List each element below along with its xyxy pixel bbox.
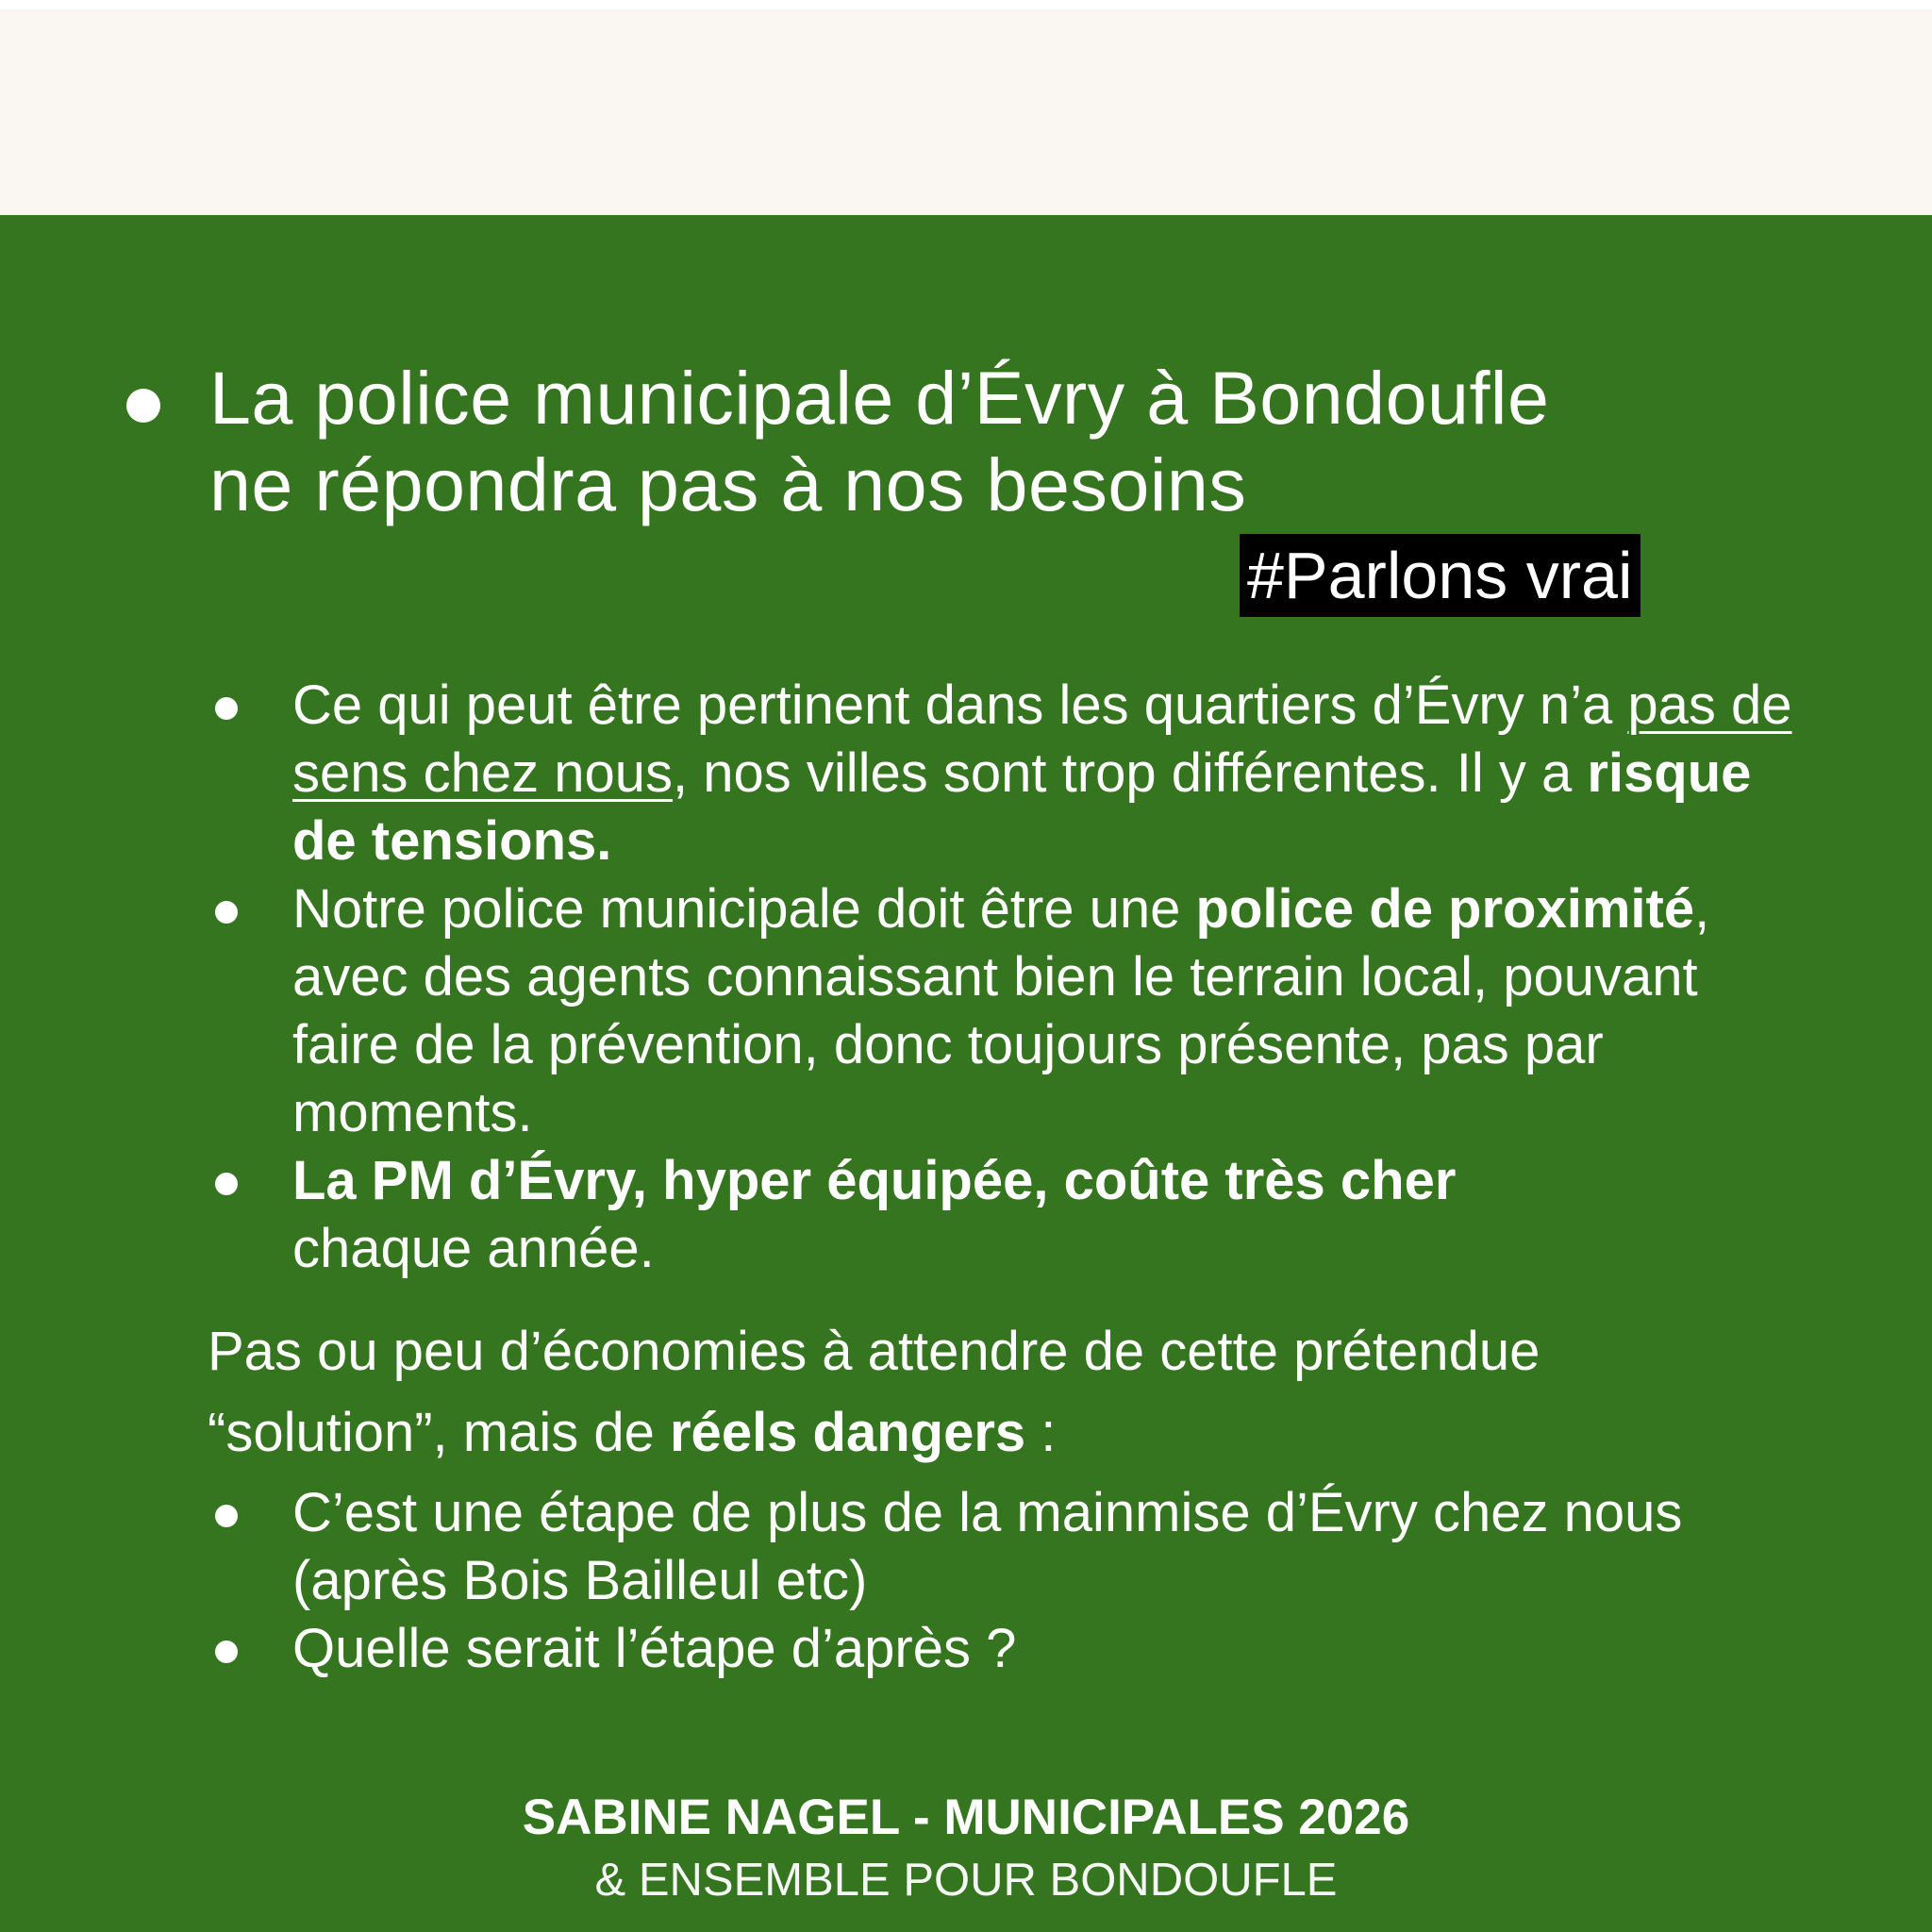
danger-list: [292, 1479, 1802, 1683]
item-bold-text: police de proximité: [1195, 878, 1695, 940]
item-underlined-text: pas de sens chez nous: [292, 675, 1792, 804]
headline-line-1: La police municipale d’Évry à Bondoufle: [209, 356, 1550, 440]
item-text: Quelle serait l’étape d’après ?: [292, 1618, 1017, 1679]
item-text: , nos villes sont trop différentes. Il y a: [673, 742, 1588, 804]
bullet-icon: [215, 1641, 238, 1663]
item-text: , avec des agents connaissant bien le terrain local, pouvant faire de la prévention, donc toujours présente, pas par moments.: [292, 878, 1710, 1143]
paragraph-text: Pas ou peu d’économies à attendre de cette prétendue “solution”, mais de: [208, 1321, 1541, 1463]
argument-list: [292, 672, 1802, 1283]
item-text: Ce qui peut être pertinent dans les quartiers d’Évry n’a: [292, 675, 1628, 736]
list-item: [292, 1479, 1802, 1615]
content-panel: [0, 215, 1932, 1932]
list-item: [292, 1147, 1802, 1283]
bullet-icon: [215, 697, 238, 720]
headline-line-2: ne répondra pas à nos besoins: [209, 442, 1247, 526]
paragraph-bold-text: réels dangers: [669, 1402, 1026, 1463]
hashtag-badge: #Parlons vrai: [1240, 534, 1641, 617]
list-item: [292, 1615, 1802, 1683]
list-item: [292, 875, 1802, 1147]
bullet-icon: [215, 1505, 238, 1527]
bullet-icon: [215, 1173, 238, 1195]
headline-bullet-icon: [126, 389, 160, 423]
item-text: chaque année.: [292, 1218, 655, 1279]
item-text: Notre police municipale doit être une: [292, 878, 1196, 940]
top-band: [0, 0, 1932, 215]
item-text: C’est une étape de plus de la mainmise d’Évry chez nous (après Bois Bailleul etc): [292, 1482, 1683, 1611]
list-item: [292, 672, 1802, 875]
footer-subtitle: & ENSEMBLE POUR BONDOUFLE: [594, 1855, 1338, 1906]
paragraph-text: :: [1025, 1402, 1057, 1463]
item-bold-text: La PM d’Évry, hyper équipée, coûte très cher: [292, 1150, 1457, 1211]
top-edge: [0, 0, 1932, 9]
bullet-icon: [215, 901, 238, 924]
footer-title: SABINE NAGEL - MUNICIPALES 2026: [522, 1790, 1410, 1845]
danger-paragraph: [208, 1311, 1774, 1474]
item-bold-text: risque de tensions.: [292, 742, 1752, 872]
headline: [209, 355, 1813, 528]
signature-footer: [0, 1787, 1932, 1911]
